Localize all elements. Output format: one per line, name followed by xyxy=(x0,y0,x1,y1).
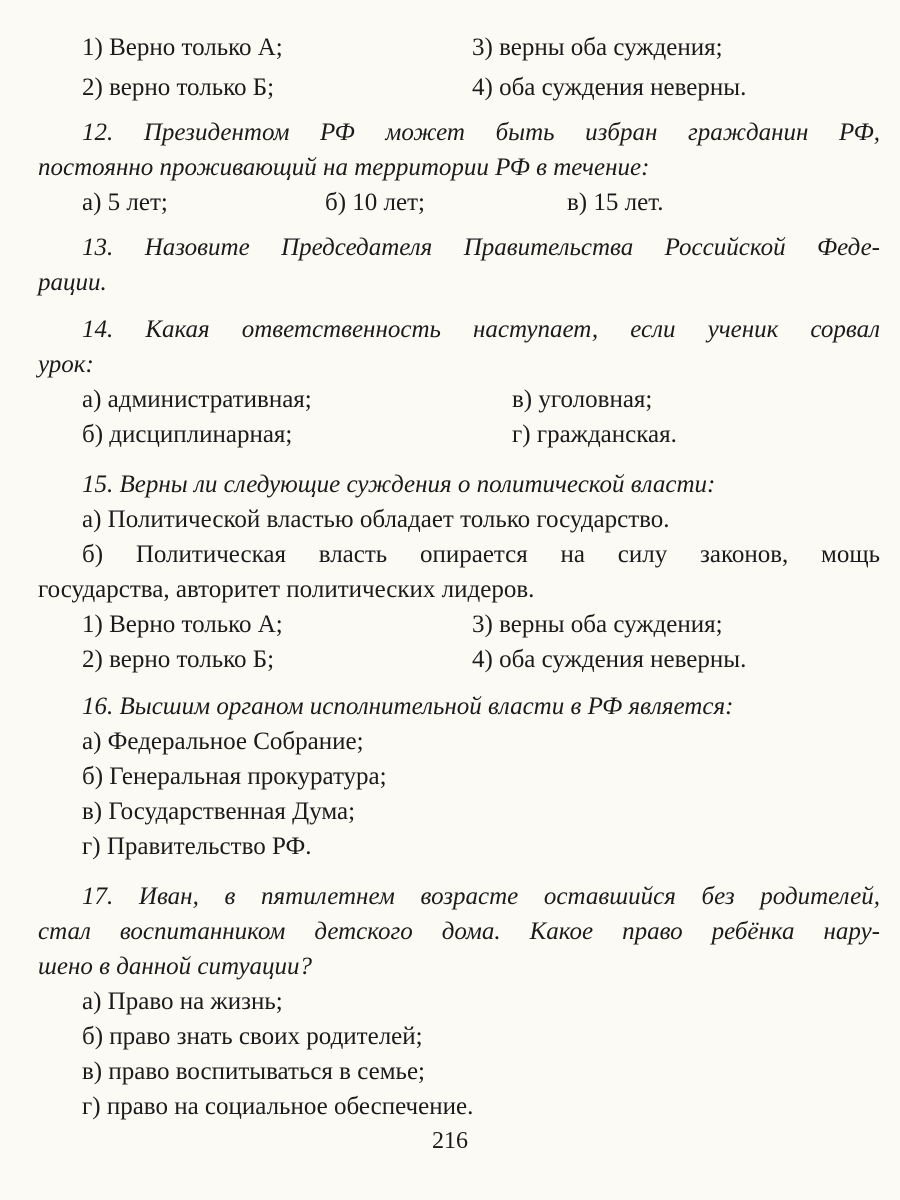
question-17-text: 17. Иван, в пятилетнем возрасте оставшийся без родителей, xyxy=(82,883,880,910)
answer-option: б) Генеральная прокуратура; xyxy=(82,763,387,790)
answer-option: в) уголовная; xyxy=(512,386,653,413)
answer-option: а) Федеральное Собрание; xyxy=(82,728,364,755)
question-14-text: 14. Какая ответственность наступает, если ученик сорвал xyxy=(82,316,880,343)
answer-option: 1) Верно только А; xyxy=(82,34,283,61)
answer-option: 3) верны оба суждения; xyxy=(472,611,723,638)
answer-option: 1) Верно только А; xyxy=(82,611,283,638)
answer-option: 4) оба суждения неверны. xyxy=(472,646,747,673)
answer-option: в) 15 лет. xyxy=(567,189,664,216)
answer-option: а) 5 лет; xyxy=(82,189,168,216)
answer-option: в) Государственная Дума; xyxy=(82,798,356,825)
answer-option: б) 10 лет; xyxy=(325,189,425,216)
question-15-text: 15. Верны ли следующие суждения о политической власти: xyxy=(82,471,716,498)
question-12-text: 12. Президентом РФ может быть избран гражданин РФ, xyxy=(82,119,880,146)
statement-b: б) Политическая власть опирается на силу законов, мощь xyxy=(82,541,880,568)
answer-option: г) право на социальное обеспечение. xyxy=(82,1093,474,1120)
answer-option: 2) верно только Б; xyxy=(82,646,275,673)
answer-option: в) право воспитываться в семье; xyxy=(82,1058,425,1085)
answer-option: 2) верно только Б; xyxy=(82,74,275,101)
answer-option: б) дисциплинарная; xyxy=(82,421,293,448)
question-16-text: 16. Высшим органом исполнительной власти в РФ является: xyxy=(82,693,734,720)
question-13-text: 13. Назовите Председателя Правительства Российской Феде- xyxy=(82,234,880,261)
answer-option: а) административная; xyxy=(82,386,312,413)
question-17-text: шено в данной ситуации? xyxy=(38,953,313,980)
answer-option: г) гражданская. xyxy=(512,421,677,448)
statement-b: государства, авторитет политических лидеров. xyxy=(38,576,535,603)
page-number: 216 xyxy=(432,1128,468,1154)
statement-a: а) Политической властью обладает только государство. xyxy=(82,506,670,533)
answer-option: 3) верны оба суждения; xyxy=(472,34,723,61)
question-13-text: рации. xyxy=(38,269,107,296)
question-14-text: урок: xyxy=(38,351,94,378)
question-12-text: постоянно проживающий на территории РФ в течение: xyxy=(38,154,650,181)
answer-option: а) Право на жизнь; xyxy=(82,988,283,1015)
answer-option: б) право знать своих родителей; xyxy=(82,1023,423,1050)
answer-option: 4) оба суждения неверны. xyxy=(472,74,747,101)
question-17-text: стал воспитанником детского дома. Какое право ребёнка нару- xyxy=(38,918,880,945)
answer-option: г) Правительство РФ. xyxy=(82,833,312,860)
